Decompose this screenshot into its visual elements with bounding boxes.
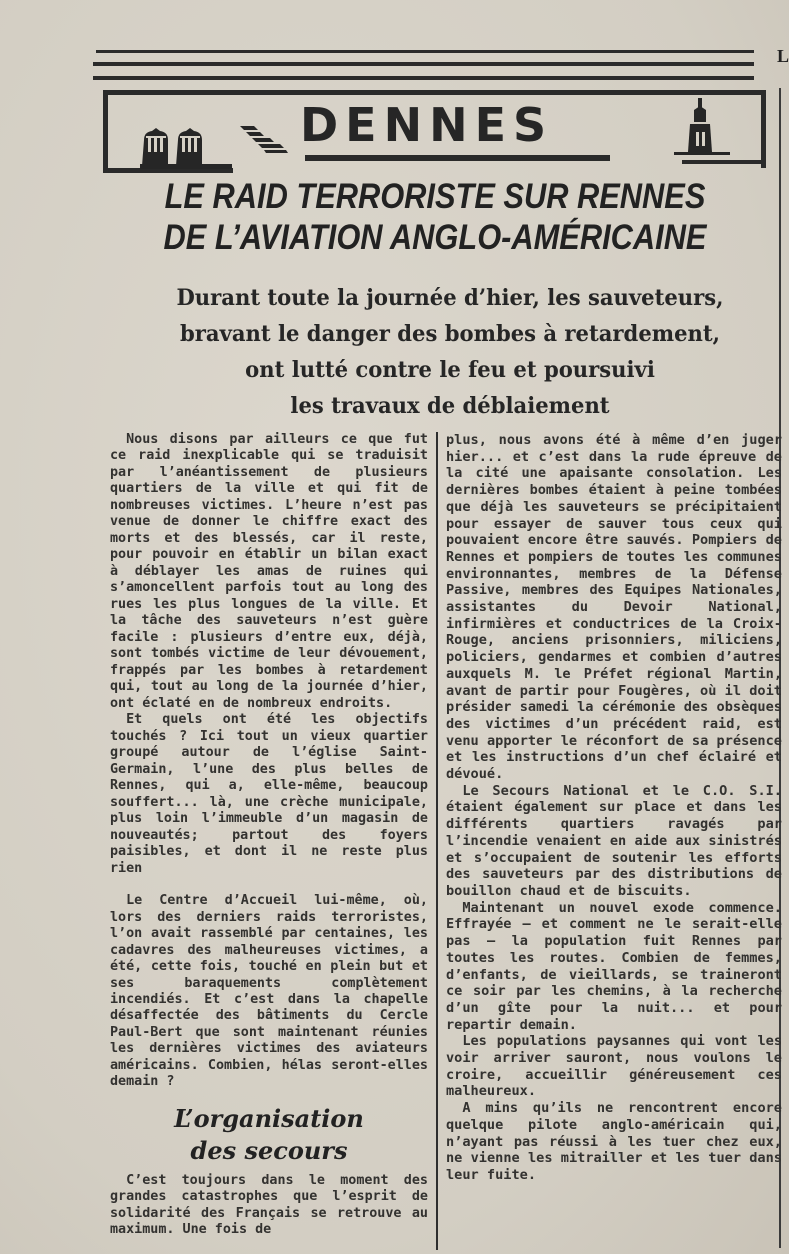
top-rule-3 — [93, 76, 754, 80]
article-paragraph: A mins qu’ils ne rencontrent encore quelque pilote anglo-américain qui, n’ayant pas réussi à les tuer chez eux, ne vienne les mitrailler et les tuer dans leur fuite. — [446, 1100, 782, 1183]
section-heading-line-2: des secours — [190, 1135, 348, 1165]
article-paragraph: Les populations paysannes qui vont les voir arriver sauront, nous voulons le croire, accueillir généreusement ces malheureux. — [446, 1033, 782, 1100]
article-paragraph: Et quels ont été les objectifs touchés ? Ici tout un vieux quartier groupé autour de l’église Saint-Germain, l’une des plus belles de Rennes, qui a, elle-même, beaucoup souffert... là, une crèche municipale, plus loin l’immeuble d’un magasin de nouveautés; partout des foyers paisibles, et dont il ne reste plus rien — [110, 712, 428, 876]
article-paragraph: plus, nous avons été à même d’en juger hier... et c’est dans la rude épreuve de la cité une apaisante consolation. Les dernières bombes étaient à peine tombées que déjà les sauveteurs se précipitaient pour essayer de sauver tous ceux qui pouvaient encore être sauvés. Pompiers de Rennes et pompiers de toutes les communes environnantes, membres de la Défense Passive, membres des Equipes Nationales, assistantes du Devoir National, infirmières et conductrices de la Croix-Rouge, anciens prisonniers, miliciens, policiers, gendarmes et combien d’autres auxquels M. le Préfet régional Martin, avant de partir pour Fougères, où il doit présider samedi la cérémonie des obsèques des victimes d’un précédent raid, est venu apporter le réconfort de sa présence et les instructions d’un chef éclairé et dévoué. — [446, 432, 782, 783]
column-divider — [436, 432, 438, 1250]
cathedral-towers-icon — [140, 126, 232, 170]
headline-line-2: DE L’AVIATION ANGLO-AMÉRICAINE — [163, 218, 707, 257]
top-rule-2 — [93, 62, 754, 66]
article-paragraph: Le Centre d’Accueil lui-même, où, lors des derniers raids terroristes, l’on avait rassemblé par centaines, les cadavres des malheureuses victimes, a été, cette fois, touché en plein but et ses baraquements complètement incendiés. Et c’est dans la chapelle désaffectée des bâtiments du Cercle Paul-Bert que sont maintenant réunies les dernières victimes des aviateurs américains. Combien, hélas seront-elles demain ? — [110, 893, 428, 1090]
subhead-line-1: Durant toute la journée d’hier, les sauveteurs, — [176, 285, 724, 311]
headline-line-1: LE RAID TERRORISTE SUR RENNES — [164, 177, 706, 216]
article-paragraph: Nous disons par ailleurs ce que fut ce raid inexplicable qui se traduisit par l’anéantissement de plusieurs quartiers de la ville et qui fit de nombreuses victimes. L’heure n’est pas venue de donner le chiffre exact des morts et des blessés, car il reste, pour pouvoir en établir un bilan exact à déblayer les amas de ruines qui s’amoncellent parfois tout au long des rues les plus longues de la ville. Et la tâche des sauveteurs n’est guère facile : plusieurs d’entre eux, déjà, sont tombés victime de leur dévouement, frappés par les bombes à retardement qui, tout au long de la journée d’hier, ont éclaté en de nombreux endroits. — [110, 432, 428, 711]
subhead-line-4: les travaux de déblaiement — [290, 393, 610, 419]
stairs-icon — [238, 124, 290, 154]
article-paragraph: Maintenant un nouvel exode commence. Effrayée — et comment ne le serait-elle pas — la population fuit Rennes par toutes les routes. Combien de femmes, d’enfants, de vieillards, se traineront ce soir par les chemins, à la recherche d’un gîte pour la nuit... et pour repartir demain. — [446, 899, 782, 1033]
subhead-line-3: ont lutté contre le feu et poursuivi — [245, 357, 655, 383]
bell-tower-icon — [672, 96, 732, 162]
masthead-title: DENNES — [300, 98, 554, 152]
article-right-column — [446, 432, 782, 1184]
article-paragraph: C’est toujours dans le moment des grandes catastrophes que l’esprit de solidarité des Français se retrouve au maximum. Une fois de — [110, 1172, 428, 1238]
adjacent-column-letter: L — [777, 46, 789, 66]
subheadline — [124, 280, 777, 424]
masthead-underline — [305, 155, 610, 161]
article-left-column — [110, 432, 428, 1239]
top-rule-1 — [96, 50, 754, 53]
section-heading-line-1: L’organisation — [174, 1103, 364, 1133]
headline — [158, 176, 712, 258]
section-heading — [110, 1103, 428, 1167]
subhead-line-2: bravant le danger des bombes à retardement, — [179, 321, 721, 347]
article-paragraph: Le Secours National et le C.O. S.I. étaient également sur place et dans les différents quartiers ravagés par l’incendie venaient en aide aux sinistrés et s’occupaient de soutenir les efforts des sauveteurs par des distributions de bouillon chaud et de biscuits. — [446, 782, 782, 899]
